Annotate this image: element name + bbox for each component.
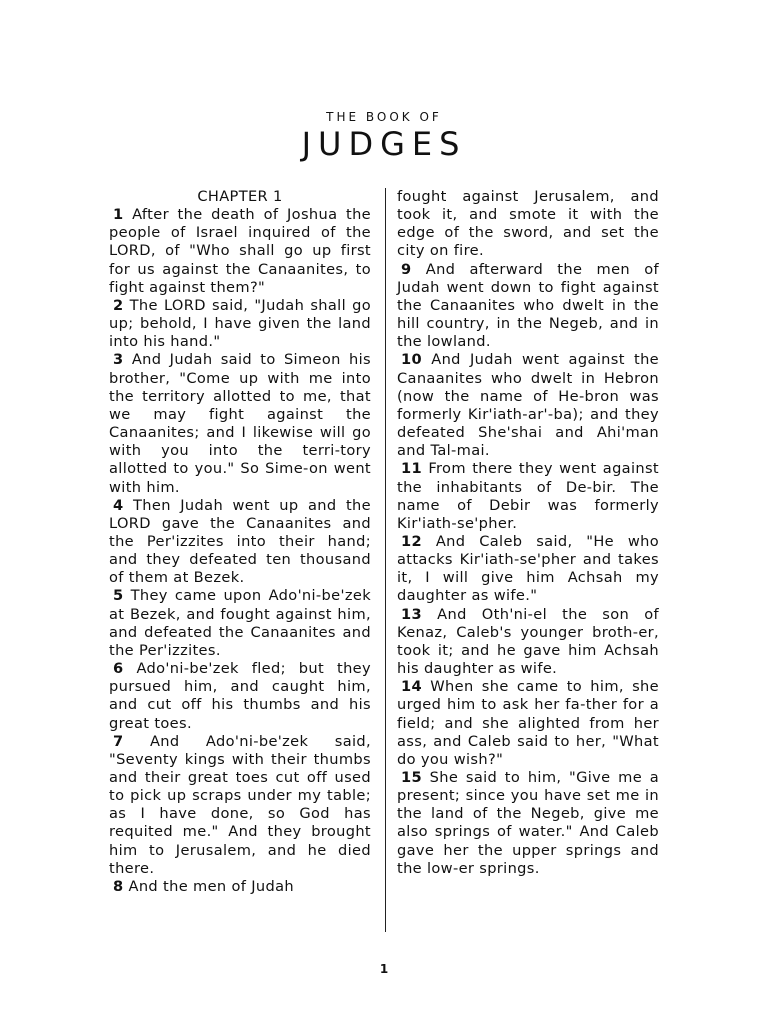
verse-number: 14: [401, 678, 423, 696]
verse-text: She said to him, "Give me a present; since you have set me in the land of the Negeb, give me also springs of water." And Caleb gave her the upper springs and the low-er springs.: [397, 769, 659, 877]
verse-text: When she came to him, she urged him to ask her fa-ther for a field; and she alighted from her ass, and Caleb said to her, "What do you wish?": [397, 678, 659, 768]
verse: [397, 460, 659, 533]
verse-number: 8: [113, 877, 124, 895]
verse-text: The LORD said, "Judah shall go up; behold, I have given the land into his hand.": [109, 296, 371, 351]
verse-text: After the death of Joshua the people of Israel inquired of the LORD, of "Who shall go up first for us against the Canaanites, to fight against them?": [109, 206, 371, 296]
verse: [109, 587, 371, 660]
verse: [109, 878, 371, 896]
verse-number: 9: [401, 260, 412, 278]
verse-number: 4: [113, 496, 124, 514]
verse: [109, 297, 371, 351]
verse: [397, 261, 659, 352]
right-column: [397, 188, 659, 878]
verse: [109, 351, 371, 496]
verse-text: From there they went against the inhabitants of De-bir. The name of Debir was formerly Kir'iath-se'pher.: [397, 460, 659, 532]
verse: [109, 660, 371, 733]
verse-text: And Caleb said, "He who attacks Kir'iath-se'pher and takes it, I will give him Achsah my daughter as wife.": [397, 532, 659, 605]
verse-text: And afterward the men of Judah went down to fight against the Canaanites who dwelt in the hill country, in the Negeb, and in the lowland.: [397, 260, 659, 351]
verse: [397, 769, 659, 878]
page-number: 1: [379, 962, 389, 976]
verse: [397, 351, 659, 460]
verse-text: And Oth'ni-el the son of Kenaz, Caleb's younger broth-er, took it; and he gave him Achsah his daughter as wife.: [397, 605, 659, 678]
verse-number: 5: [113, 587, 124, 605]
verse-number: 10: [401, 351, 423, 369]
verse-continuation: fought against Jerusalem, and took it, and smote it with the edge of the sword, and set the city on fire.: [397, 188, 659, 260]
verse-number: 3: [113, 351, 124, 369]
verse: [109, 497, 371, 588]
book-of-label: THE BOOK OF: [326, 110, 442, 124]
book-title: JUDGES: [301, 125, 467, 163]
chapter-heading: CHAPTER 1: [197, 188, 283, 205]
verse-text: Then Judah went up and the LORD gave the Canaanites and the Per'izzites into their hand; and they defeated ten thousand of them at Bezek.: [109, 496, 371, 587]
verse: [109, 206, 371, 297]
column-divider: [385, 188, 386, 932]
left-column: [109, 188, 371, 896]
verse-text: And Judah went against the Canaanites who dwelt in Hebron (now the name of He-bron was formerly Kir'iath-ar'-ba); and they defeated She'shai and Ahi'man and Tal-mai.: [397, 351, 659, 460]
verse-text: And Judah said to Simeon his brother, "Come up with me into the territory allotted to me, that we may fight against the Canaanites; and I likewise will go with you into the terri-tory allotted to you." So Sime-on went with him.: [109, 351, 371, 496]
verse-text: And the men of Judah: [123, 877, 295, 895]
verse-number: 6: [113, 660, 124, 678]
verse-number: 1: [113, 206, 124, 224]
verse-number: 7: [113, 732, 124, 750]
verse: [109, 733, 371, 878]
verse-number: 12: [401, 532, 423, 550]
verse-text: They came upon Ado'ni-be'zek at Bezek, and fought against him, and defeated the Canaanites and the Per'izzites.: [109, 587, 371, 659]
verse-text: And Ado'ni-be'zek said, "Seventy kings with their thumbs and their great toes cut off used to pick up scraps under my table; as I have done, so God has requited me." And they brought him to Jerusalem, and he died there.: [109, 732, 371, 877]
verse: [397, 606, 659, 679]
verse-number: 2: [113, 296, 124, 314]
verse-number: 15: [401, 769, 423, 786]
verse-text: Ado'ni-be'zek fled; but they pursued him, and caught him, and cut off his thumbs and his great toes.: [109, 660, 371, 732]
verse: [397, 533, 659, 606]
verse-number: 13: [401, 605, 423, 623]
verse: [397, 678, 659, 769]
verse-number: 11: [401, 460, 423, 478]
